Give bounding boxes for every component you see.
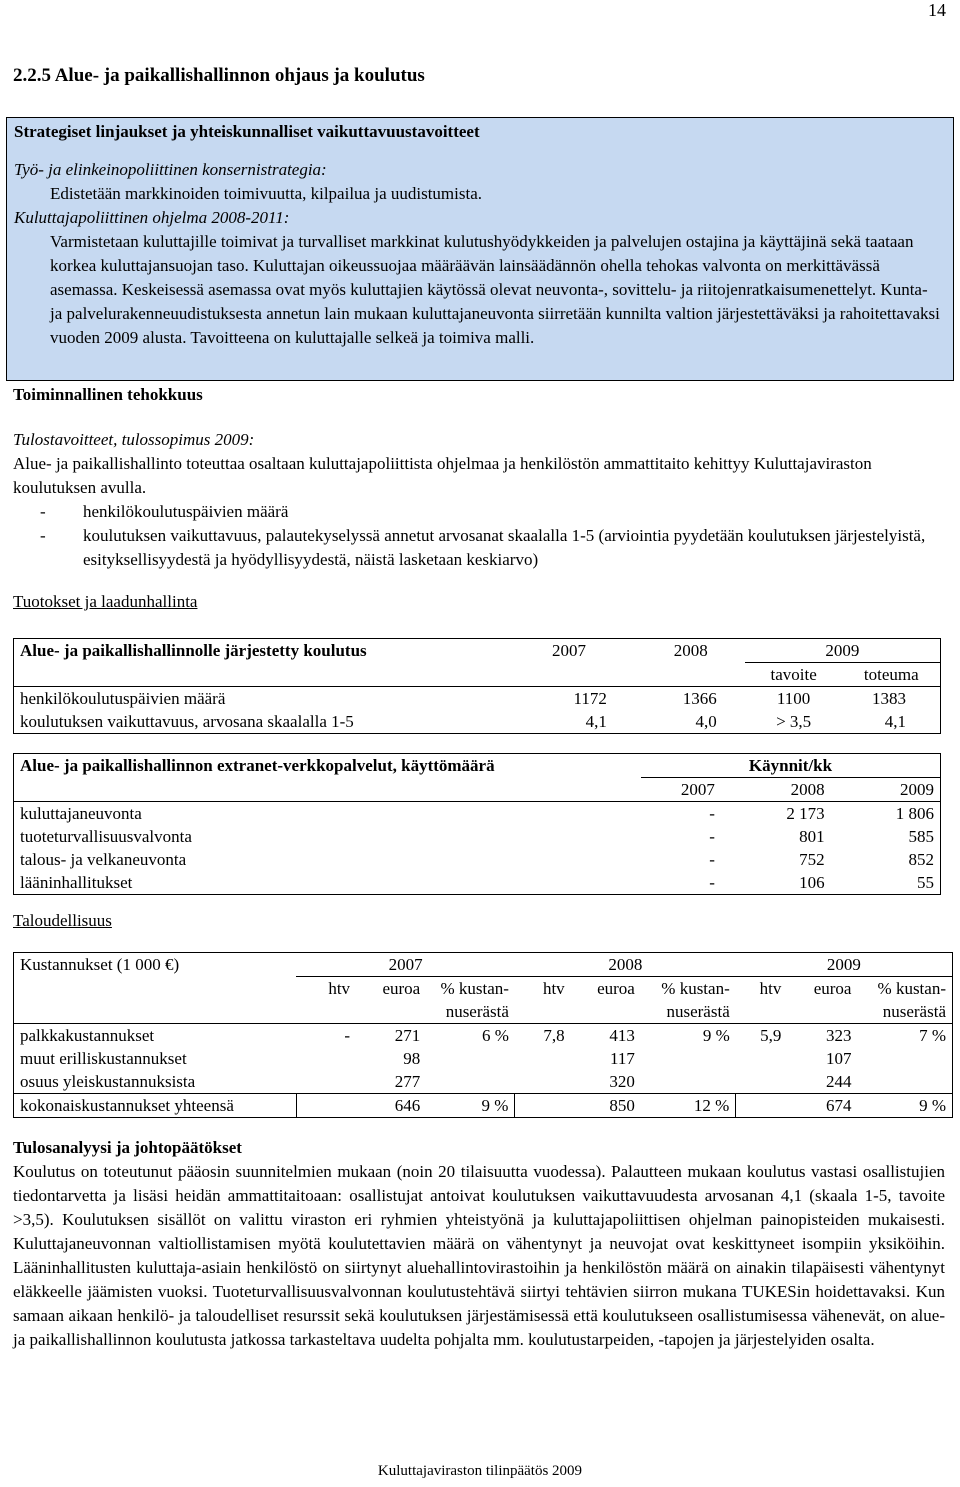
strategy-box (14, 118, 944, 350)
list-item: - koulutuksen vaikuttavuus, palautekyselyssä annetut arvosanat skaalalla 1-5 (arviointia pyydetään koulutuksen järjestelyistä, esityksellisyydestä ja hyödyllisyydestä, näistä lasketaan keskiarvo) (40, 526, 926, 569)
toiminnallinen-heading: Toiminnallinen tehokkuus (13, 385, 203, 404)
tulostavoitteet (13, 428, 943, 572)
table-row: lääninhallitukset - 106 55 (20, 873, 934, 892)
strategy-item1-text: Edistetään markkinoiden toimivuutta, kilpailua ja uudistumista. (50, 184, 483, 203)
tuotokset-heading: Tuotokset ja laadunhallinta (13, 592, 198, 611)
table-row: tuoteturvallisuusvalvonta - 801 585 (20, 827, 934, 846)
table-row: osuus yleiskustannuksista 277 320 244 (20, 1072, 852, 1091)
conclusions-heading: Tulosanalyysi ja johtopäätökset (13, 1138, 242, 1157)
table-row: kuluttajaneuvonta - 2 173 1 806 (14, 802, 941, 826)
conclusions-text: Koulutus on toteutunut pääosin suunnitelmien mukaan (noin 20 tilaisuutta vuodessa). Palautteen mukaan koulutus vastasi osallistujien tiedontarvetta ja lisäsi heidän ammattitaitoaan: osallistujat antoivat koulutuksen vaikuttavuudesta arvosanan 4,1 (skaala 1-5, tavoite >3,5). Koulutuksen sisällöt on valittu viraston eri ryhmien yhteistyönä ja kuluttajapoliittisen ohjelman painopisteiden mukaisesti. Kuluttajaneuvonnan valtiollistamisen myötä koulutettavien määrä on vähentynyt ja neuvojat ovat keskittyneet isompiin yksiköihin. Lääninhallitusten kuluttaja-asiain henkilöstö on siirtynyt aluehallintovirastoihin ja henkilöstön määrä on ainakin tilapäisesti vähentynyt eläkkeelle jäämisten vuoksi. Tuoteturvallisuusvalvonnan koulutustehtävä siirtyi tehtävien siirron mukana TUKESin hoidettavaksi. Kun samaan aikaan henkilö- ja taloudelliset resurssit sekä koulutuksen järjestämisessä että koulutukseen osallistumisessa vähenevät, on alue- ja paikallishallinnon koulutusta jatkossa tarkasteltava uudelta pohjalta mm. koulutustarpeiden, -tapojen ja järjestelyiden osalta. (13, 1162, 945, 1349)
table-title: Kustannukset (1 000 €) (20, 955, 180, 975)
training-table: Alue- ja paikallishallinnolle järjestetty koulutus 2007 2008 2009 tavoite toteuma henkilökoulutuspäivien määrä 1172 1366 1100 1383 koulutuksen vaikuttavuus, arvosana skaalalla 1-5 4,1 4,0 > 3,5 4,1 (13, 638, 941, 734)
tulos-text: Alue- ja paikallishallinto toteuttaa osaltaan kuluttajapoliittista ohjelmaa ja henkilöstön ammattitaito kehittyy Kuluttajaviraston koulutuksen avulla. (13, 454, 872, 497)
costs-table: Kustannukset (1 000 €) 2007 2008 2009 htv euroa % kustan- htv euroa % kustan- htv euroa % kustan- nuserästä nuserästä nuserästä palkkakustannukset - 271 6 % 7,8 413 9 % 5,9 323 7 % muut erilliskustannukset 98 117 107 osuus yleiskustannuksista 277 320 244 kokonaiskustannukset yhteensä 646 9 % 850 12 % 674 9 % (13, 952, 953, 1118)
strategy-item1-label: Työ- ja elinkeinopoliittinen konsernistrategia: (14, 160, 327, 179)
list-item: - henkilökoulutuspäivien määrä (40, 502, 289, 521)
strategy-item2-text: Varmistetaan kuluttajille toimivat ja turvalliset markkinat kulutushyödykkeiden ja palvelujen ostajina ja käyttäjinä sekä taataan korkea kuluttajansuojan taso. Kuluttajan oikeussuojaa määräävän lainsäädännön ohella tehokas valvonta on merkittävässä asemassa. Keskeisessä asemassa ovat myös kuluttajien käytössä olevat neuvonta-, sovittelu- ja riitojenratkaisumenettelyt. Kunta- ja palvelurakenneuudistuksesta annetun lain mukaan kuluttajaneuvonta siirretään kunnilta valtion järjestettäväksi ja rahoitettavaksi vuoden 2009 alusta. Tavoitteena on kuluttajalle selkeä ja toimiva malli. (50, 232, 940, 347)
table-row: palkkakustannukset - 271 6 % 7,8 413 9 % 5,9 323 7 % (14, 1024, 953, 1048)
table-row: koulutuksen vaikuttavuus, arvosana skaalalla 1-5 4,1 4,0 > 3,5 4,1 (20, 712, 906, 731)
table-row: henkilökoulutuspäivien määrä 1172 1366 1100 1383 (14, 687, 941, 711)
taloudellisuus-heading: Taloudellisuus (13, 911, 112, 930)
page-footer: Kuluttajaviraston tilinpäätös 2009 (377, 1463, 583, 1479)
table-row: muut erilliskustannukset 98 117 107 (20, 1049, 852, 1068)
section-title: 2.2.5 Alue- ja paikallishallinnon ohjaus ja koulutus (13, 65, 425, 86)
table-title: Alue- ja paikallishallinnolle järjestetty koulutus (20, 641, 367, 661)
table-row: talous- ja velkaneuvonta - 752 852 (20, 850, 934, 869)
table-title: Alue- ja paikallishallinnon extranet-verkkopalvelut, käyttömäärä (20, 756, 495, 776)
extranet-table: Alue- ja paikallishallinnon extranet-verkkopalvelut, käyttömäärä Käynnit/kk 2007 2008 2009 kuluttajaneuvonta - 2 173 1 806 tuoteturvallisuusvalvonta - 801 585 talous- ja velkaneuvonta - 752 852 lääninhallitukset - 106 55 (13, 753, 941, 895)
strategy-heading: Strategiset linjaukset ja yhteiskunnalliset vaikuttavuustavoitteet (14, 122, 480, 141)
page-number: 14 (928, 0, 946, 20)
conclusions (13, 1136, 945, 1352)
strategy-item2-label: Kuluttajapoliittinen ohjelma 2008-2011: (14, 208, 290, 227)
table-row: kokonaiskustannukset yhteensä 646 9 % 850 12 % 674 9 % (14, 1094, 953, 1118)
tulos-label: Tulostavoitteet, tulossopimus 2009: (13, 430, 255, 449)
